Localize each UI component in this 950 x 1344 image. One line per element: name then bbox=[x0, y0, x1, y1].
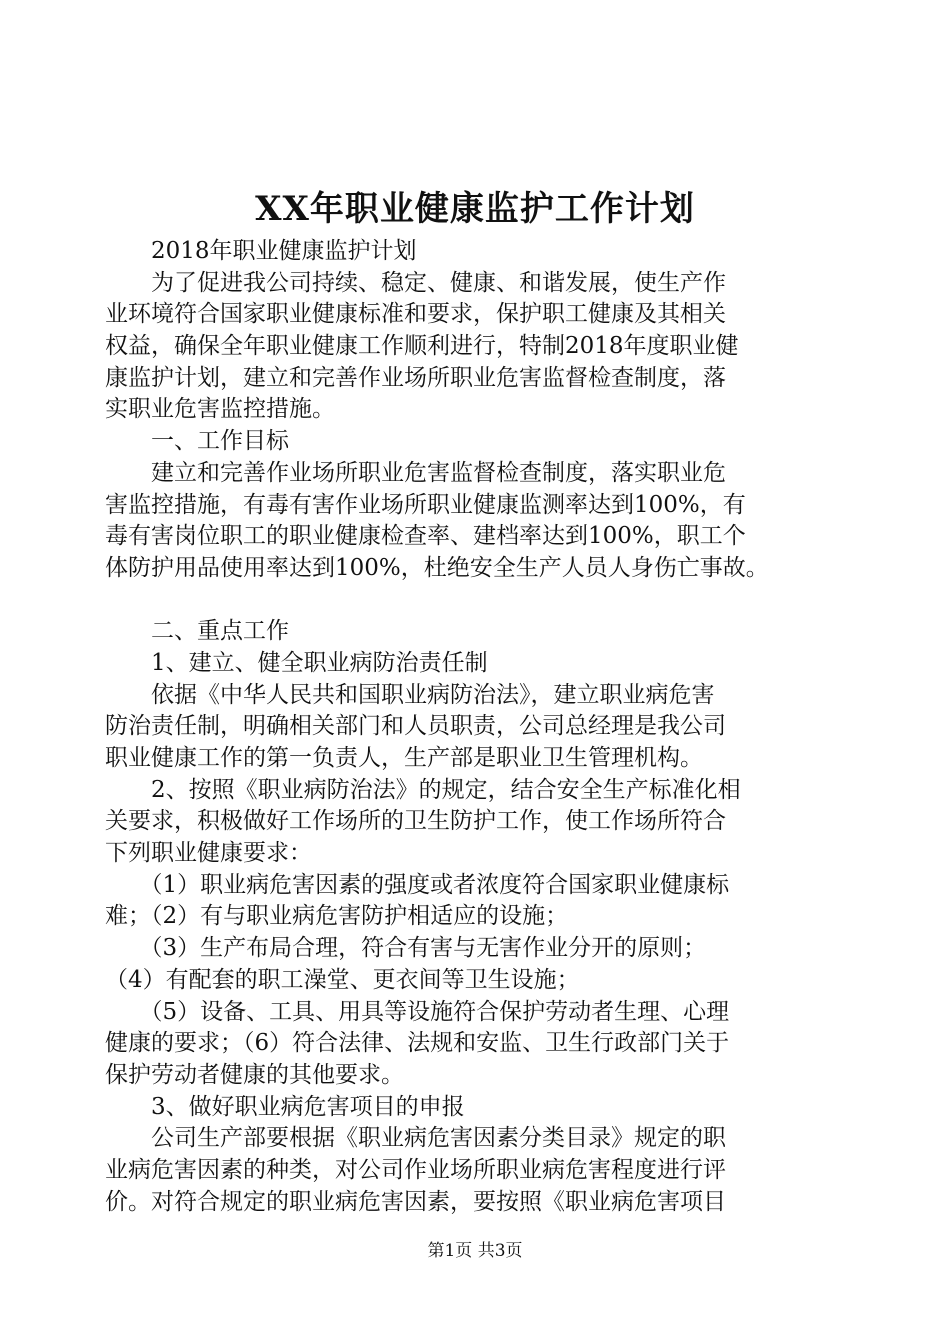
blank-line bbox=[105, 585, 845, 617]
text-line: （1）职业病危害因素的强度或者浓度符合国家职业健康标 bbox=[105, 871, 730, 898]
text-line: 康监护计划，建立和完善作业场所职业危害监督检查制度，落 bbox=[105, 364, 726, 391]
text-line: 二、重点工作 bbox=[105, 618, 289, 645]
text-line: 2、按照《职业病防治法》的规定，结合安全生产标准化相 bbox=[105, 776, 741, 803]
text-line: 业环境符合国家职业健康标准和要求，保护职工健康及其相关 bbox=[105, 301, 726, 328]
text-line: 关要求，积极做好工作场所的卫生防护工作，使工作场所符合 bbox=[105, 808, 726, 835]
text-line: 实职业危害监控措施。 bbox=[105, 396, 335, 423]
text-line: 2018年职业健康监护计划 bbox=[105, 238, 417, 264]
text-line: 权益，确保全年职业健康工作顺利进行，特制2018年度职业健 bbox=[105, 333, 739, 360]
text-line: 公司生产部要根据《职业病危害因素分类目录》规定的职 bbox=[105, 1125, 726, 1152]
text-line: 健康的要求；（6）符合法律、法规和安监、卫生行政部门关于 bbox=[105, 1030, 730, 1057]
text-line: 业病危害因素的种类，对公司作业场所职业病危害程度进行评 bbox=[105, 1156, 726, 1183]
page-footer: 第1页 共3页 bbox=[427, 1241, 523, 1261]
text-line: 为了促进我公司持续、稳定、健康、和谐发展，使生产作 bbox=[105, 269, 726, 296]
document-body bbox=[105, 236, 845, 1218]
text-line: 职业健康工作的第一负责人，生产部是职业卫生管理机构。 bbox=[105, 745, 703, 771]
text-line: 毒有害岗位职工的职业健康检查率、建档率达到100%，职工个 bbox=[105, 523, 746, 550]
document-title: XX年职业健康监护工作计划 bbox=[255, 189, 695, 229]
text-line: （5）设备、工具、用具等设施符合保护劳动者生理、心理 bbox=[105, 998, 730, 1025]
text-line: 体防护用品使用率达到100%，杜绝安全生产人员人身伤亡事故。 bbox=[105, 554, 769, 581]
text-line: 一、工作目标 bbox=[105, 428, 289, 455]
text-line: 1、建立、健全职业病防治责任制 bbox=[105, 649, 488, 676]
text-line: 保护劳动者健康的其他要求。 bbox=[105, 1061, 404, 1088]
text-line: 3、做好职业病危害项目的申报 bbox=[105, 1093, 465, 1120]
text-line: 建立和完善作业场所职业危害监督检查制度，落实职业危 bbox=[105, 459, 726, 486]
text-line: 价。对符合规定的职业病危害因素，要按照《职业病危害项目 bbox=[105, 1188, 726, 1215]
text-line: 依据《中华人民共和国职业病防治法》，建立职业病危害 bbox=[105, 681, 715, 708]
text-line: （3）生产布局合理，符合有害与无害作业分开的原则； bbox=[105, 935, 707, 962]
text-line: 防治责任制，明确相关部门和人员职责，公司总经理是我公司 bbox=[105, 713, 726, 740]
text-line: 害监控措施，有毒有害作业场所职业健康监测率达到100%，有 bbox=[105, 491, 746, 518]
text-line: 下列职业健康要求： bbox=[105, 840, 312, 867]
text-line: 难；（2）有与职业病危害防护相适应的设施； bbox=[105, 903, 569, 930]
text-line: （4）有配套的职工澡堂、更衣间等卫生设施； bbox=[105, 966, 580, 993]
